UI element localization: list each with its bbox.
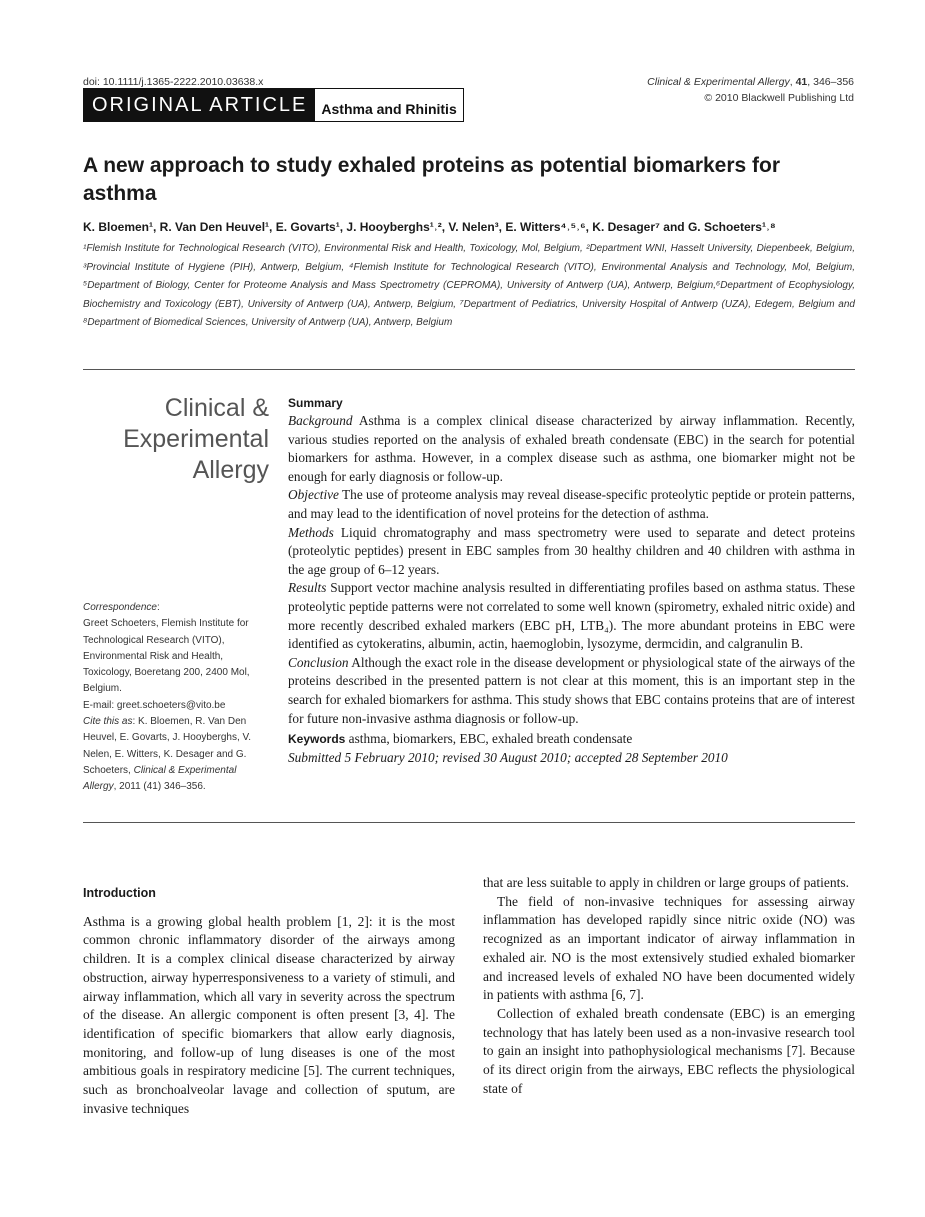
correspondence-block — [83, 600, 266, 796]
author-list: K. Bloemen¹, R. Van Den Heuvel¹, E. Govarts¹, J. Hooyberghs¹˒², V. Nelen³, E. Witters⁴˒⁵˒⁶, K. Desager⁷ and G. Schoeters¹˒⁸ — [83, 220, 776, 234]
objective-label: Objective — [288, 487, 339, 503]
introduction-heading: Introduction — [83, 886, 156, 900]
journal-volume: 41 — [795, 76, 808, 88]
body-column-left — [83, 884, 455, 1118]
affiliations: ¹Flemish Institute for Technological Research (VITO), Environmental Risk and Health, Toxicology, Mol, Belgium, ²Department WNI, Hasselt University, Diepenbeek, Belgium, ³Provincial Institute of Hygiene (PIH), Antwerp, Belgium, ⁴Flemish Institute for Technological Research (VITO), Environmental Analysis and Technology, Mol, Belgium, ⁵Department of Biology, Center for Proteome Analysis and Mass Spectrometry (CEPROMA), University of Antwerp (UA), Antwerp, Belgium,⁶Department of Ecophysiology, Biochemistry and Toxicology (EBT), University of Antwerp (UA), Antwerp, Belgium, ⁷Department of Pediatrics, University Hospital of Antwerp (UZA), Edegem, Belgium and ⁸Department of Biomedical Sciences, University of Antwerp (UA), Antwerp, Belgium — [83, 243, 855, 328]
abstract — [288, 394, 855, 767]
keywords-label: Keywords — [288, 732, 346, 747]
article-title: A new approach to study exhaled proteins as potential biomarkers for asthma — [83, 154, 781, 205]
objective-text: The use of proteome analysis may reveal disease-specific proteolytic peptide or protein patterns, and may lead to the identification of novel proteins for the detection of asthma. — [288, 487, 855, 521]
abstract-objective — [288, 486, 855, 523]
cite-this-as — [83, 714, 266, 795]
keywords-text: asthma, biomarkers, EBC, exhaled breath condensate — [345, 731, 633, 747]
correspondence-email: E-mail: greet.schoeters@vito.be — [83, 699, 226, 711]
journal-name: Clinical & Experimental Allergy — [647, 76, 790, 88]
doi: doi: 10.1111/j.1365-2222.2010.03638.x — [83, 76, 264, 88]
intro-paragraph-1: Asthma is a growing global health problem [1, 2]: it is the most common chronic inflammatory disorder of the airways among children. It is a complex clinical disease characterized by airway obstruction, airway hyperresponsiveness to a variety of stimuli, and airway inflammation, which all vary in severity across the spectrum of the disease. An allergic component is often present [3, 4]. The identification of specific biomarkers that allow early diagnosis, monitoring, and follow-up of lung diseases is one of the most ambitious goals in respiratory medicine [5]. The current techniques, such as bronchoalveolar lavage and collection of sputum, are invasive techniques — [83, 913, 455, 1116]
conclusion-text: Although the exact role in the disease development or physiological state of the airways of the proteins described in the presented pattern is not clear at this moment, this is an important step in the search for exhaled biomarkers for asthma. This study shows that EBC contains proteins that are of interest for future non-invasive asthma diagnosis or follow-up. — [288, 654, 855, 726]
cite-text: : K. Bloemen, R. Van Den Heuvel, E. Govarts, J. Hooyberghs, V. Nelen, E. Witters, K. Desager and G. Schoeters, — [83, 716, 252, 776]
summary-heading: Summary — [288, 396, 343, 410]
logo-line-3: Allergy — [192, 456, 269, 484]
results-text: Support vector machine analysis resulted in differentiating profiles based on asthma status. These proteolytic peptide patterns were not correlated to some well known (spirometry, exhaled nitric oxide) and more recently described exhaled markers (EBC pH, LTB₄). The more abundant proteins in EBC were identified as cytokeratins, albumin, actin, haemoglobin, lysozyme, dermcidin, and calgranulin B. — [288, 580, 855, 652]
abstract-results — [288, 579, 855, 653]
correspondence-colon: : — [156, 602, 160, 613]
article-type-label: ORIGINAL ARTICLE — [84, 89, 315, 121]
background-text: Asthma is a complex clinical disease characterized by airway inflammation. Recently, various studies reported on the analysis of exhaled breath condensate (EBC) in the search for potential biomarkers for asthma. However, in a complex disease such as asthma, one biomarker might not be enough for early diagnosis or follow-up. — [288, 413, 855, 484]
top-divider — [83, 369, 855, 370]
correspondence-label — [83, 600, 266, 616]
journal-citation: Clinical & Experimental Allergy, 41, 346–356 — [647, 76, 854, 88]
background-label: Background — [288, 413, 353, 428]
cite-end: , 2011 (41) 346–356. — [113, 781, 206, 793]
cite-journal: Clinical & Experimental Allergy — [83, 764, 237, 793]
conclusion-label: Conclusion — [288, 654, 349, 670]
article-type-banner — [83, 88, 464, 122]
correspondence-label-text: Correspondence — [83, 602, 157, 613]
keywords — [288, 730, 855, 749]
abstract-background — [288, 412, 855, 486]
intro-paragraph-2: The field of non-invasive techniques for assessing airway inflammation has developed rapidly since nitric oxide (NO) was recognized as an important indicator of airway inflammation in exhaled air. NO is the most extensively studied exhaled biomarker and increased levels of exhaled NO have been documented widely in patients with asthma [6, 7]. — [483, 893, 855, 1003]
abstract-methods — [288, 524, 855, 580]
methods-label: Methods — [288, 524, 334, 540]
body-column-right — [483, 874, 855, 1098]
intro-paragraph-1-cont: that are less suitable to apply in children or large groups of patients. — [483, 875, 850, 890]
logo-line-2: Experimental — [123, 425, 269, 453]
abstract-conclusion — [288, 654, 855, 728]
copyright: © 2010 Blackwell Publishing Ltd — [704, 92, 854, 104]
intro-paragraph-3: Collection of exhaled breath condensate (EBC) is an emerging technology that has lately been used as a non-invasive research tool to gain an insight into pathophysiological mechanisms [7]. Because of its direct origin from the airways, EBC reflects the physiological state of — [483, 1005, 855, 1096]
methods-text: Liquid chromatography and mass spectrometry were used to separate and detect proteins (proteolytic peptides) present in EBC samples from 30 healthy children and 40 children with asthma in the age group of 6–12 years. — [288, 524, 855, 577]
journal-logo — [100, 393, 269, 486]
bottom-divider — [83, 822, 855, 823]
correspondence-address: Greet Schoeters, Flemish Institute for Technological Research (VITO), Environmental Risk and Health, Toxicology, Boeretang 200, 2400 Mol, Belgium. — [83, 618, 250, 695]
logo-line-1: Clinical & — [164, 394, 269, 422]
journal-pages: , 346–356 — [807, 76, 854, 88]
section-label: Asthma and Rhinitis — [315, 89, 462, 121]
results-label: Results — [288, 580, 327, 596]
cite-label: Cite this as — [83, 716, 133, 728]
submission-dates: Submitted 5 February 2010; revised 30 August 2010; accepted 28 September 2010 — [288, 749, 728, 765]
